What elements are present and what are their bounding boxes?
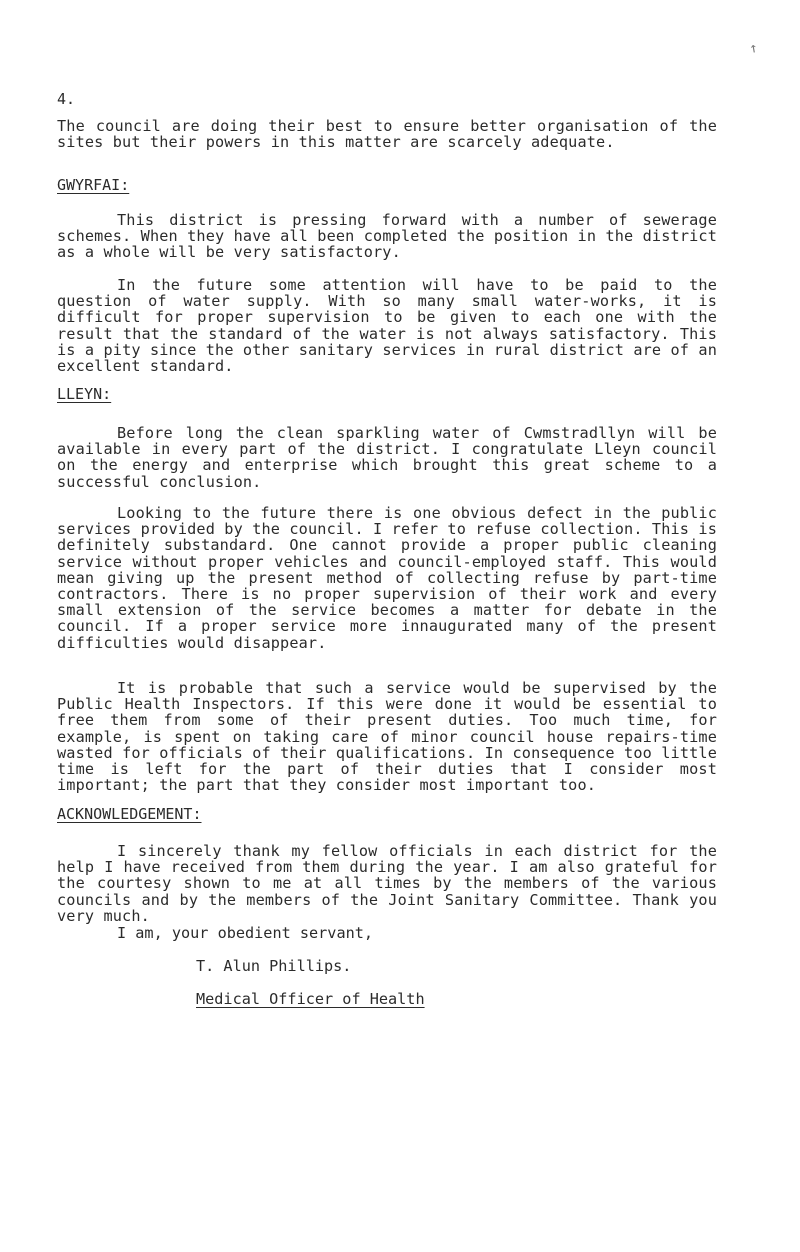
signatory-title: Medical Officer of Health bbox=[196, 990, 425, 1008]
intro-paragraph: The council are doing their best to ensure better organisation of the sites but their powers in this matter are scarcely adequate. bbox=[57, 117, 717, 152]
gwyrfai-paragraph-1: This district is pressing forward with a number of sewerage schemes. When they have all been completed the position in the district as a whole will be very satisfactory. bbox=[57, 211, 717, 262]
signatory-name: T. Alun Phillips. bbox=[196, 957, 352, 975]
acknowledgement-heading: ACKNOWLEDGEMENT: bbox=[57, 805, 202, 823]
salutation: I am, your obedient servant, bbox=[117, 924, 374, 942]
corner-mark: ↖ bbox=[746, 39, 763, 57]
lleyn-paragraph-3: It is probable that such a service would be supervised by the Public Health Inspectors. If this were done it would be essential to free them from some of their present duties. Too much time, for example, is spent on taking care of minor council house repairs-time wasted for officials of their qualifications. In consequence too little time is left for the part of their duties that I consider most important; the part that they consider most important too. bbox=[57, 679, 717, 795]
lleyn-paragraph-2: Looking to the future there is one obvious defect in the public services provided by the council. I refer to refuse collection. This is definitely substandard. One cannot provide a proper public cleaning service without proper vehicles and council-employed staff. This would mean giving up the present method of collecting refuse by part-time contractors. There is no proper supervision of their work and every small extension of the service becomes a matter for debate in the council. If a proper service more innaugurated many of the present difficulties would disappear. bbox=[57, 504, 717, 652]
lleyn-heading: LLEYN: bbox=[57, 385, 112, 403]
lleyn-paragraph-1: Before long the clean sparkling water of Cwmstradllyn will be available in every part of the district. I congratulate Lleyn council on the energy and enterprise which brought this great scheme to a successful conclusion. bbox=[57, 424, 717, 491]
page-number: 4. bbox=[57, 90, 76, 108]
gwyrfai-paragraph-2: In the future some attention will have to be paid to the question of water supply. With so many small water-works, it is difficult for proper supervision to be given to each one with the result that the standard of the water is not always satisfactory. This is a pity since the other sanitary services in rural district are of an excellent standard. bbox=[57, 276, 717, 376]
acknowledgement-paragraph: I sincerely thank my fellow officials in each district for the help I have received from them during the year. I am also grateful for the courtesy shown to me at all times by the members of the various councils and by the members of the Joint Sanitary Committee. Thank you very much. bbox=[57, 842, 717, 925]
gwyrfai-heading: GWYRFAI: bbox=[57, 176, 130, 194]
